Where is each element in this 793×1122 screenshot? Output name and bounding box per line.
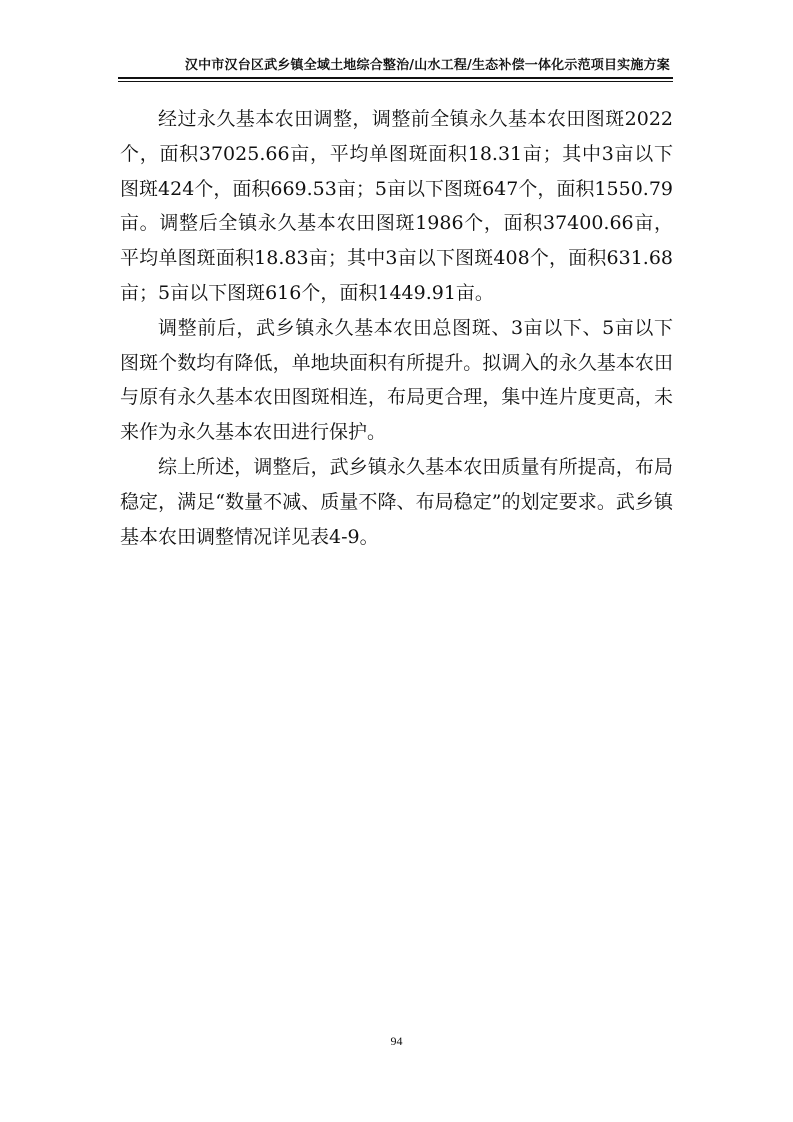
running-header: 汉中市汉台区武乡镇全域土地综合整治/山水工程/生态补偿一体化示范项目实施方案 (184, 58, 670, 73)
paragraph-summary: 综上所述，调整后，武乡镇永久基本农田质量有所提高，布局稳定，满足“数量不减、质量不降、布局稳定”的划定要求。武乡镇基本农田调整情况详见表4-9。 (120, 455, 673, 548)
header-rule-thin (118, 81, 673, 82)
paragraph-adjustment-stats: 经过永久基本农田调整，调整前全镇永久基本农田图斑2022个，面积37025.66亩，平均单图斑面积18.31亩；其中3亩以下图斑424个，面积669.53亩；5亩以下图斑647个，面积1550.79亩。调整后全镇永久基本农田图斑1986个，面积37400.66亩，平均单图斑面积18.83亩；其中3亩以下图斑408个，面积631.68亩；5亩以下图斑616个，面积1449.91亩。 (120, 108, 673, 304)
page-number: 94 (390, 1034, 403, 1048)
body-text (120, 102, 673, 554)
paragraph-adjustment-effect: 调整前后，武乡镇永久基本农田总图斑、3亩以下、5亩以下图斑个数均有降低，单地块面积有所提升。拟调入的永久基本农田与原有永久基本农田图斑相连，布局更合理，集中连片度更高，未来作为永久基本农田进行保护。 (120, 316, 673, 444)
header-rule-thick (118, 77, 673, 79)
